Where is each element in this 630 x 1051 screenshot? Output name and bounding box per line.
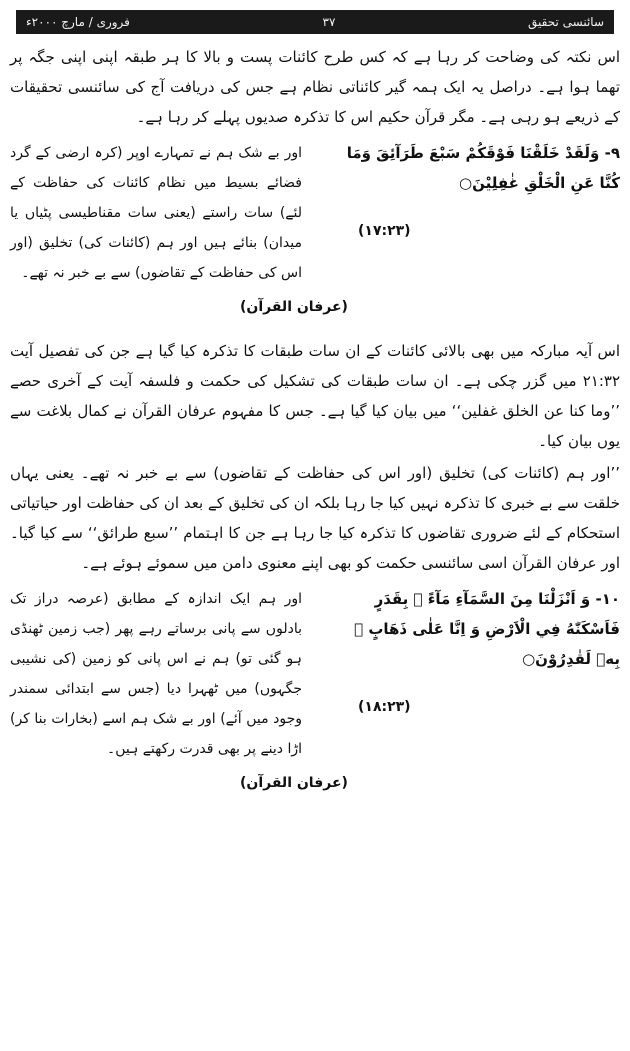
paragraph-3: ’’اور ہم (کائنات کی) تخلیق (اور اس کی حفاظت کے تقاضوں) سے بے خبر نہ تھے۔ یعنی یہاں خلقت سے بے خبری کا تذکرہ نہیں کیا جا رہا بلکہ ان کی تخلیق کے بعد ان کی حفاظت اور حیاتیاتی استحکام کے لئے ضروری تقاضوں کا تذکرہ کیا جا رہا ہے جن کا اہتمام ’’سبع طرائق‘‘ سے کیا گیا۔ اور عرفان القرآن اسی سائنسی حکمت کو بھی اپنے معنوی دامن میں سموئے ہوئے ہے۔ <box>10 464 620 572</box>
verse-10-reference: (۱۸:۲۳) <box>358 699 411 715</box>
intro-paragraph: اس نکتہ کی وضاحت کر رہا ہے کہ کس طرح کائنات پست و بالا کا ہر طبقہ اپنی اپنی جگہ پر تھما ہوا ہے۔ دراصل یہ ایک ہمہ گیر کائناتی نظام ہے جس کی دریافت آج کی سائنسی تحقیقات کے ذریعے ہو رہی ہے۔ مگر قرآن حکیم اس کا تذکرہ صدیوں پہلے کر رہا ہے۔ <box>10 48 620 126</box>
verse-9-translation: اور بے شک ہم نے تمہارے اوپر (کرہ ارضی کے گرد فضائے بسیط میں نظام کائنات کی حفاظت کے لئے) سات راستے (یعنی سات مقناطیسی پٹیاں یا میدان) بنائے ہیں اور ہم (کائنات کی) تخلیق (اور اس کی حفاظت کے تقاضوں) سے بے خبر نہ تھے۔ <box>10 145 302 281</box>
verse-block-9 <box>10 138 620 288</box>
header-issue-date: فروری / مارچ ۲۰۰۰ء <box>26 15 130 29</box>
verse-block-10 <box>10 584 620 764</box>
header-page-number: ۳۷ <box>322 15 336 29</box>
paragraph-2: اس آیہ مبارکہ میں بھی بالائی کائنات کے ان سات طبقات کا تذکرہ کیا گیا ہے جن کی تفصیل آیت ۲۱:۳۲ میں گزر چکی ہے۔ ان سات طبقات کی تشکیل کی حکمت و فلسفہ آیت کے آخری حصے ’’وما كنا عن الخلق غفلين‘‘ میں بیان کیا گیا ہے۔ جس کا مفہوم عرفان القرآن نے کمال بلاغت سے یوں بیان کیا۔ <box>10 342 620 450</box>
verse-arabic-column <box>328 584 620 764</box>
page-header <box>16 10 614 34</box>
verse-9-reference: (۱۷:۲۳) <box>358 223 411 239</box>
verse-10-translation: اور ہم ایک اندازہ کے مطابق (عرصہ دراز تک بادلوں سے پانی برساتے رہے پھر (جب زمین ٹھنڈی ہو گئی تو) ہم نے اس پانی کو زمین (کی نشیبی جگہوں) میں ٹھہرا دیا (جس سے ابتدائی سمندر وجود میں آئے) اور بے شک ہم اسے (بخارات بنا کر) اڑا دینے پر بھی قدرت رکھتے ہیں۔ <box>10 591 302 757</box>
verse-9-source: (عرفان القرآن) <box>240 299 348 315</box>
verse-9-arabic: ۹- وَلَقَدْ خَلَقْنَا فَوْقَكُمْ سَبْعَ طَرَآئِقَ وَمَا كُنَّا عَنِ الْخَلْقِ غٰفِلِيْنَ○ <box>346 144 620 192</box>
verse-10-source: (عرفان القرآن) <box>240 775 348 791</box>
verse-arabic-column <box>328 138 620 288</box>
verse-translation-column <box>10 584 302 764</box>
header-section-title: سائنسی تحقیق <box>528 15 604 29</box>
verse-10-arabic: ۱۰- وَ اَنْزَلْنَا مِنَ السَّمَآءِ مَآءً ۢ بِقَدَرٍ فَاَسْكَنّٰهُ فِي الْاَرْضِ وَ اِنَّا عَلٰى ذَهَابٍ ۢ بِهٖ لَقٰدِرُوْنَ○ <box>354 590 620 668</box>
verse-translation-column <box>10 138 302 288</box>
page-body <box>10 42 620 1042</box>
